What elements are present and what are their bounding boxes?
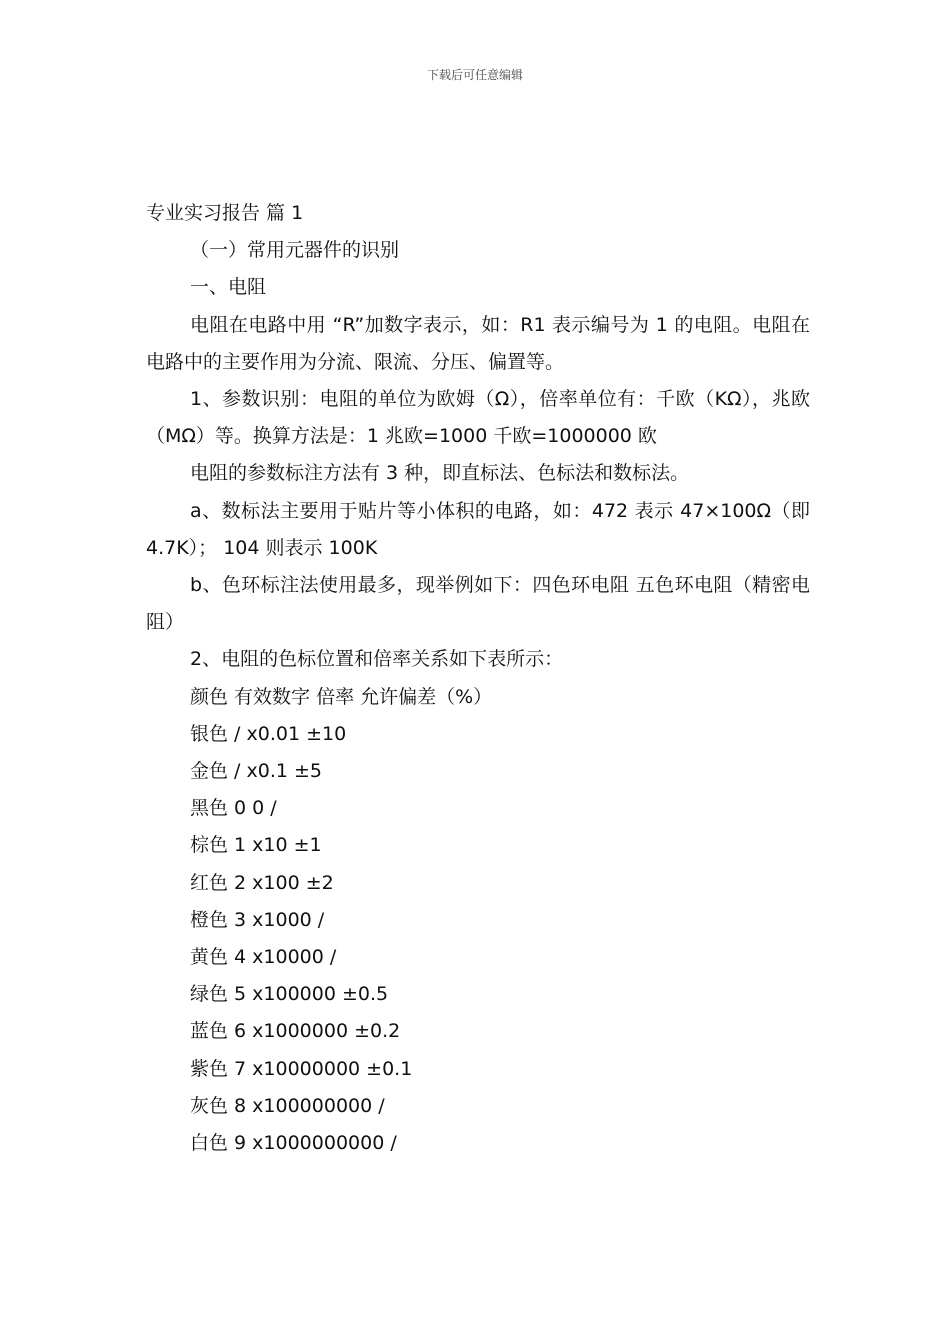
table-row: 黄色 4 x10000 /: [190, 946, 337, 969]
table-row: 黑色 0 0 /: [190, 797, 277, 820]
color-code-table: [146, 679, 810, 1163]
table-row: 蓝色 6 x1000000 ±0.2: [190, 1020, 401, 1043]
table-row: 金色 / x0.1 ±5: [190, 760, 322, 783]
table-row: 棕色 1 x10 ±1: [190, 834, 322, 857]
table-row: 绿色 5 x100000 ±0.5: [190, 983, 389, 1006]
paragraph-table-intro: 2、电阻的色标位置和倍率关系如下表所示：: [190, 648, 564, 671]
paragraph-marking-methods: 电阻的参数标注方法有 3 种，即直标法、色标法和数标法。: [190, 462, 690, 485]
document-body: [146, 195, 810, 1162]
paragraph-color-ring: b、色环标注法使用最多，现举例如下：四色环电阻 五色环电阻（精密电阻）: [146, 574, 810, 634]
table-row: 紫色 7 x10000000 ±0.1: [190, 1057, 413, 1080]
paragraph-numeric-marking: a、数标法主要用于贴片等小体积的电路，如：472 表示 47×100Ω（即 4.7K）； 104 则表示 100K: [146, 499, 810, 559]
section-heading-resistor: 一、电阻: [190, 276, 267, 299]
table-row: 灰色 8 x100000000 /: [190, 1094, 385, 1117]
page-header: 下载后可任意编辑: [426, 68, 523, 82]
table-row: 橙色 3 x1000 /: [190, 908, 325, 931]
report-title: 专业实习报告 篇 1: [146, 202, 304, 224]
table-row: 白色 9 x1000000000 /: [190, 1132, 397, 1155]
paragraph-parameter-units: 1、参数识别：电阻的单位为欧姆（Ω），倍率单位有：千欧（KΩ），兆欧（MΩ）等。换算方法是：1 兆欧=1000 千欧=1000000 欧: [146, 388, 810, 448]
section-heading-components: （一）常用元器件的识别: [190, 239, 400, 262]
paragraph-resistor-intro: 电阻在电路中用 “R”加数字表示，如：R1 表示编号为 1 的电阻。电阻在电路中的主要作用为分流、限流、分压、偏置等。: [146, 313, 810, 373]
table-row: 红色 2 x100 ±2: [190, 871, 334, 894]
table-row: 银色 / x0.01 ±10: [190, 722, 347, 745]
table-header-row: 颜色 有效数字 倍率 允许偏差（%）: [190, 685, 493, 708]
